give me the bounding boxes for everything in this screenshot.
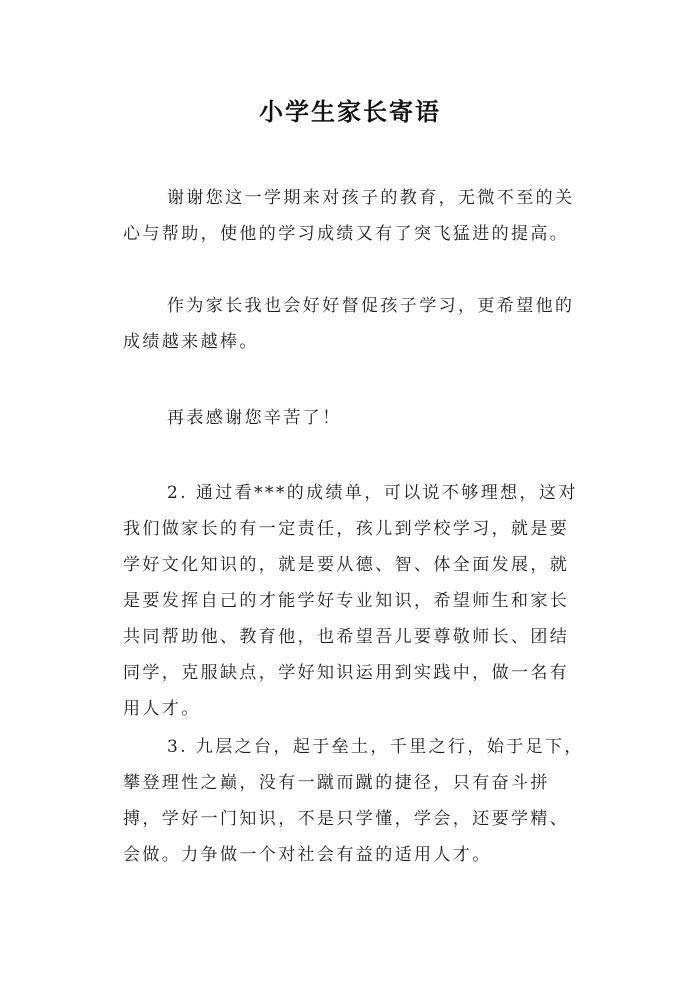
paragraph-4-text: 2. 通过看***的成绩单，可以说不够理想，这对我们做家长的有一定责任，孩儿到学校学习，就是要学好文化知识的，就是要从德、智、体全面发展，就是要发挥自己的才能学好专业知识，希望师生和家长共同帮助他、教育他，也希望吾儿要尊敬师长、团结同学，克服缺点，学好知识运用到实践中，做一名有用人才。 (123, 483, 578, 719)
paragraph-4 (123, 475, 585, 727)
paragraph-2-text: 作为家长我也会好好督促孩子学习，更希望他的成绩越来越棒。 (123, 296, 575, 352)
paragraph-3-text: 再表感谢您辛苦了！ (167, 408, 342, 428)
paragraph-2 (123, 288, 585, 360)
paragraph-1-text: 谢谢您这一学期来对孩子的教育，无微不至的关心与帮助，使他的学习成绩又有了突飞猛进的提高。 (123, 188, 575, 244)
paragraph-5 (123, 729, 585, 873)
document-title: 小学生家长寄语 (259, 98, 441, 126)
paragraph-3 (123, 400, 585, 436)
paragraph-5-text: 3. 九层之台，起于垒土，千里之行，始于足下，攀登理性之巅，没有一蹴而蹴的捷径，只有奋斗拼搏，学好一门知识，不是只学懂，学会，还要学精、会做。力争做一个对社会有益的适用人才。 (123, 737, 584, 865)
paragraph-1 (123, 180, 585, 252)
